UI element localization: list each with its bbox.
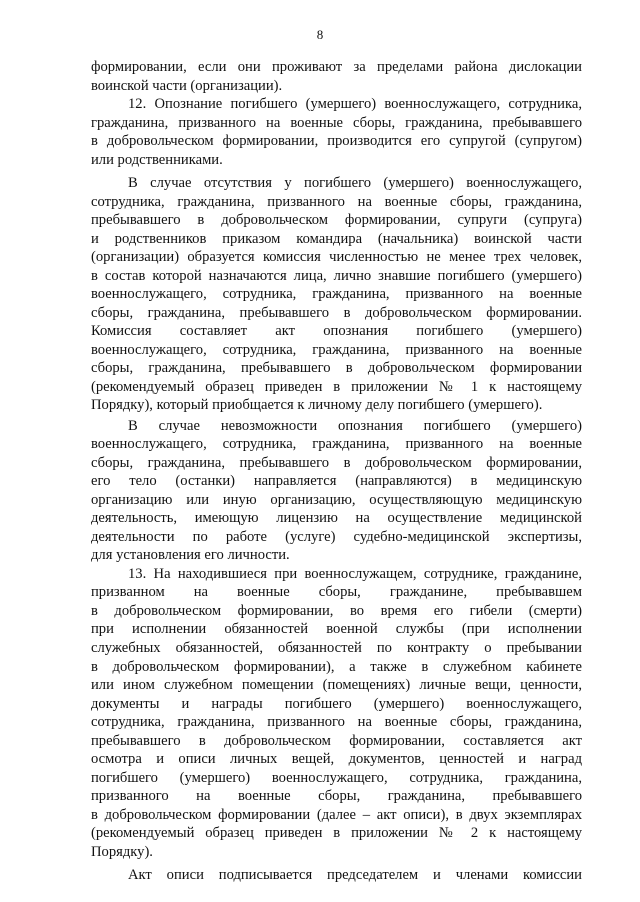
text-line: документы и награды погибшего (умершего) военнослужащего, <box>91 695 582 712</box>
text-line: 13. На находившиеся при военнослужащем, сотруднике, гражданине, <box>128 565 582 582</box>
text-line: (рекомендуемый образец приведен в приложении № 1 к настоящему <box>91 378 582 395</box>
text-line: при исполнении обязанностей военной службы (при исполнении <box>91 621 582 638</box>
text-line: сотрудника, гражданина, призванного на военные сборы, гражданина, <box>91 714 582 731</box>
text-line: военнослужащего, сотрудника, гражданина, призванного на военные <box>91 436 582 453</box>
text-line: в добровольческом формировании (далее – акт описи), в двух экземплярах <box>91 806 582 823</box>
text-line: В случае невозможности опознания погибшего (умершего) <box>128 417 582 434</box>
text-line: (организации) образуется комиссия численностью не менее трех человек, <box>91 249 582 266</box>
text-line: организацию или иную организацию, осуществляющую медицинскую <box>91 491 582 508</box>
text-line: в добровольческом формировании, во время его гибели (смерти) <box>91 602 582 619</box>
text-line: Комиссия составляет акт опознания погибшего (умершего) <box>91 323 582 340</box>
text-line: Акт описи подписывается председателем и членами комиссии <box>128 867 582 884</box>
text-line: пребывавшего в добровольческом формировании, супруги (супруга) <box>91 212 582 229</box>
text-line: погибшего (умершего) военнослужащего, сотрудника, гражданина, <box>91 769 582 786</box>
text-line: Порядку), который приобщается к личному делу погибшего (умершего). <box>91 397 543 414</box>
paragraph-item-12 <box>91 95 582 169</box>
text-line: военнослужащего, сотрудника, гражданина, призванного на военные <box>91 286 582 303</box>
text-line: призванном на военные сборы, гражданине, пребывавшем <box>91 584 582 601</box>
text-line: гражданина, призванного на военные сборы, гражданина, пребывавшего <box>91 114 582 131</box>
text-line: Порядку). <box>91 843 153 860</box>
text-line: (рекомендуемый образец приведен в приложении № 2 к настоящему <box>91 825 582 842</box>
paragraph-absence-case <box>91 174 582 415</box>
text-line: военнослужащего, сотрудника, гражданина, призванного на военные <box>91 341 582 358</box>
text-line: 12. Опознание погибшего (умершего) военнослужащего, сотрудника, <box>128 96 582 113</box>
text-line: в состав которой назначаются лица, лично знавшие погибшего (умершего) <box>91 267 582 284</box>
text-line: служебных обязанностей, обязанностей по контракту о пребывании <box>91 639 582 656</box>
document-body <box>91 58 582 885</box>
paragraph-identification-impossible <box>91 417 582 565</box>
text-line: В случае отсутствия у погибшего (умершего) военнослужащего, <box>128 175 582 192</box>
text-line: или ином служебном помещении (помещениях) личные вещи, ценности, <box>91 677 582 694</box>
text-line: в добровольческом формировании), а также в служебном кабинете <box>91 658 582 675</box>
text-line: для установления его личности. <box>91 547 290 564</box>
text-line: сотрудника, гражданина, призванного на военные сборы, гражданина, <box>91 193 582 210</box>
paragraph-continuation <box>91 58 582 95</box>
text-line: или родственниками. <box>91 151 223 168</box>
text-line: пребывавшего в добровольческом формировании, составляется акт <box>91 732 582 749</box>
text-line: его тело (останки) направляется (направляются) в медицинскую <box>91 473 582 490</box>
page-number: 8 <box>316 27 324 42</box>
text-line: призванного на военные сборы, гражданина, пребывавшего <box>91 788 582 805</box>
text-line: сборы, гражданина, пребывавшего в добровольческом формировании. <box>91 304 582 321</box>
text-line: деятельность, имеющую лицензию на осуществление медицинской <box>91 510 582 527</box>
text-line: сборы, гражданина, пребывавшего в добровольческом формировании, <box>91 454 582 471</box>
text-line: воинской части (организации). <box>91 77 283 94</box>
text-line: деятельности по работе (услуге) судебно-медицинской экспертизы, <box>91 528 582 545</box>
text-line: в добровольческом формировании, производится его супругой (супругом) <box>91 133 582 150</box>
paragraph-item-13 <box>91 565 582 861</box>
text-line: сборы, гражданина, пребывавшего в добровольческом формировании <box>91 360 582 377</box>
paragraph-act-signing <box>91 866 582 885</box>
text-line: осмотра и описи личных вещей, документов, ценностей и наград <box>91 751 582 768</box>
text-line: формировании, если они проживают за пределами района дислокации <box>91 59 582 75</box>
text-line: и родственников приказом командира (начальника) воинской части <box>91 230 582 247</box>
